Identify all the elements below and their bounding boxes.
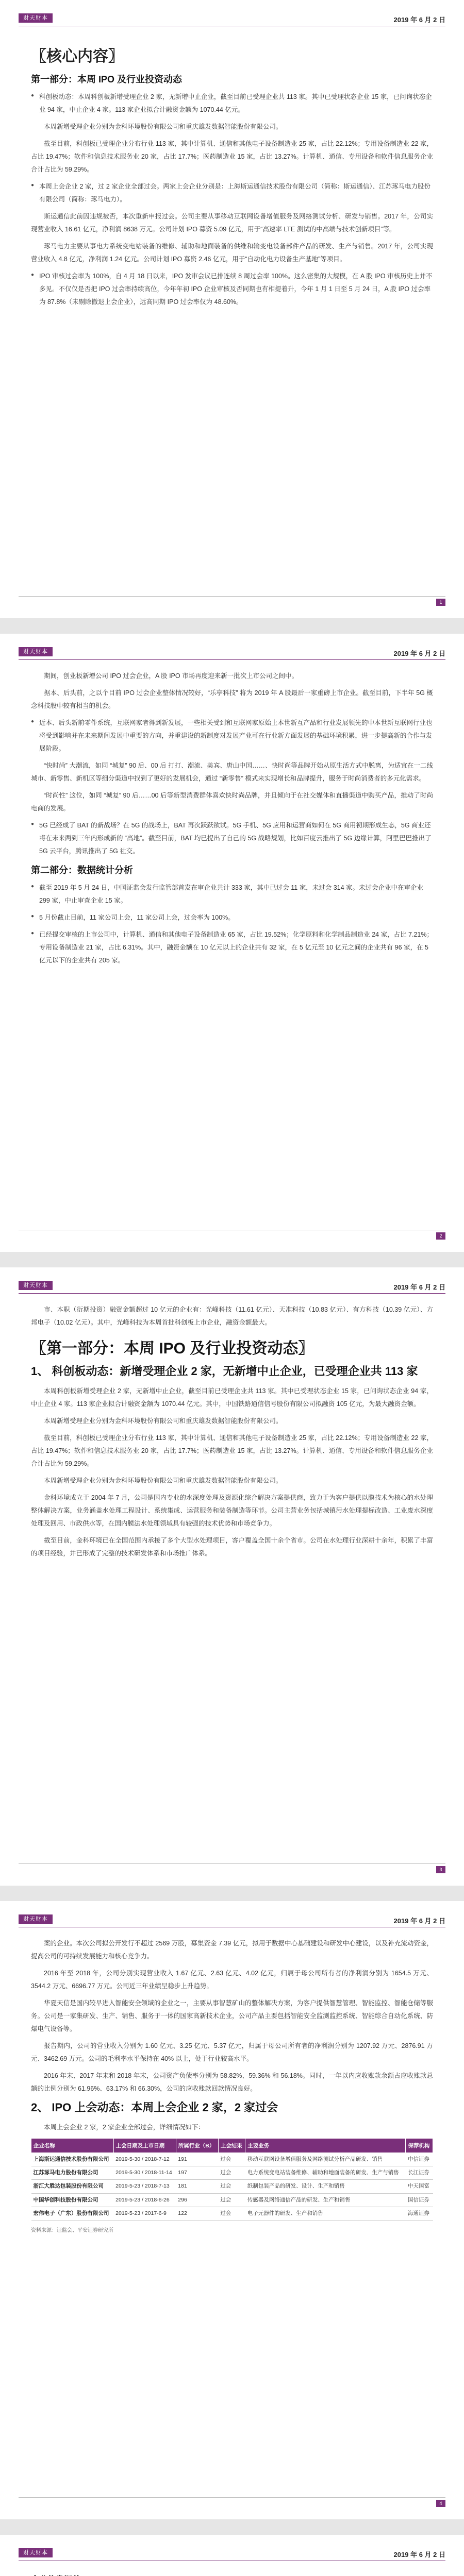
- table-header: 所属行业（B）: [176, 2138, 218, 2153]
- company-info-title: [31, 2573, 433, 2576]
- header-date: 2019 年 6 月 2 日: [393, 2551, 445, 2558]
- header-date: 2019 年 6 月 2 日: [393, 1917, 445, 1925]
- table-header: 保荐机构: [406, 2138, 433, 2153]
- sponsor: 海通证券: [406, 2207, 433, 2220]
- paragraph: 市、本职（衍期投资）融资金额超过 10 亿元的企业有：光峰科技（11.61 亿元）、天准科技（10.83 亿元）、有方科技（10.39 亿元）、方邦电子（10.02 亿元）。其中，光峰科技为本周首批科创板上市企业，融资金额最大。: [31, 1306, 433, 1326]
- main-business: 传感器及网络通信产品的研发、生产和销售: [245, 2193, 406, 2207]
- company-name: 上海斯运通信技术股份有限公司: [31, 2153, 114, 2166]
- table-row: [31, 2180, 433, 2193]
- sponsor: 国信证券: [406, 2193, 433, 2207]
- page-number: 3: [436, 1866, 445, 1873]
- page-header: [19, 1914, 445, 1927]
- subsection-title: 1、 科创板动态：新增受理企业 2 家，无新增中止企业，已受理企业共 113 家: [31, 1365, 418, 1378]
- document-page-4: [0, 1901, 464, 2519]
- page-content: [31, 670, 433, 971]
- table-row: [31, 2153, 433, 2166]
- sponsor: 长江证券: [406, 2166, 433, 2180]
- meeting-result: 过会: [218, 2207, 245, 2220]
- meeting-date: 2019-5-30 / 2018-11-14: [113, 2166, 176, 2180]
- table-header: 企业名称: [31, 2138, 114, 2153]
- paragraph: 本周科创板新增受理企业 2 家，无新增中止企业，截至目前已受理企业共 113 家。其中已受理状态企业 15 家，已问询状态企业 94 家，中止企业 4 家。113 家企业拟合计融资金额为 1070.44 亿元。其中，中国铁路通信信号股份有限公司拟融资 105 亿元，为最大融资金额。: [31, 1387, 433, 1408]
- table-row: [31, 2166, 433, 2180]
- sponsor: 中信证券: [406, 2153, 433, 2166]
- bullet-paragraph: ● 本周上会企业 2 家，过 2 家企业全部过会。两家上会企业分别是：上海斯运通信技术股份有限公司（简称：斯运通信）、江苏琢马电力股份有限公司（简称：琢马电力）。: [31, 180, 433, 206]
- sponsor: 中天国富: [406, 2180, 433, 2193]
- paragraph: 金科环境成立于 2004 年 7 月，公司是国内专业的水深度处理及资源化综合解决方案提供商，致力于为客户提供以膜技术为核心的水处理整体解决方案，业务涵盖水处理工程设计、系统集成、运营服务和装备制造等环节。公司主营业务包括城镇污水处理提标改造、工业废水深度处理及回用、市政供水等，在国内膜法水处理领域具有较强的技术优势和市场竞争力。: [31, 1494, 433, 1527]
- brand-logo: 财天财本: [19, 1281, 53, 1290]
- industry-code: 181: [176, 2180, 218, 2193]
- paragraph: 案的企业。本次公司拟公开发行不超过 2569 万股，募集资金 7.39 亿元，拟用于数据中心基础建设和研发中心建设，以及补充流动资金，提高公司的可持续发展能力和核心竞争力。: [31, 1940, 433, 1960]
- page-content: [31, 1303, 433, 1564]
- header-date: 2019 年 6 月 2 日: [393, 1283, 445, 1291]
- industry-code: 197: [176, 2166, 218, 2180]
- page-header: [19, 13, 445, 26]
- paragraph: “时尚性” 这位，如同 “城复” 90 后……00 后等新型消费群体喜欢快时尚品牌，并且倾向于在社交媒体和直播渠道中购买产品，推动了时尚电商的发展。: [31, 792, 433, 812]
- paragraph: “快时尚” 大潮流，如同 “城复” 90 后、00 后 打打、潮流、美宾、唐山中国……、快时尚等品牌开始从原生活方式中脱离，为适宜在一二线城市、新零售、新机区等细分渠道中找到了更好的发展机会，通过 “新零售” 模式来实现增长和品牌提升，服务于时尚消费者的多元化需求。: [31, 762, 433, 782]
- main-business: 电力系统变电站装备维修、辅助和地面装备的研发、生产与销售: [245, 2166, 406, 2180]
- table-row: [31, 2207, 433, 2220]
- paragraph: 本周新增受理企业分别为金科环境股份有限公司和重庆雄发数据智能股份有限公司。: [44, 123, 283, 130]
- page-content: [31, 2571, 433, 2576]
- document-page-2: [0, 634, 464, 1252]
- brand-logo: 财天财本: [19, 1914, 53, 1924]
- paragraph: 截至目前，科创板已受理企业分布行业 113 家，其中计算机、通信和其他电子设备制造业 25 家，占比 22.12%；专用设备制造业 22 家，占比 19.47%；软件和信息技术服务业 20 家，占比 17.7%；医药制造业 15 家，占比 13.27%。计算机、通信、专用设备和软件信息服务企业合计占比为 59.29%。: [31, 1434, 433, 1467]
- paragraph: 斯运通信此前因违规被否，本次重新申报过会。公司主要从事移动互联网设备增值服务及网络测试分析、研发与销售。2017 年，公司实现营业收入 16.61 亿元，净利润 8638 万元。公司计划 IPO 募资 5.09 亿元，用于“高速率 LTE 测试的中高端与技术创新项目”等。: [31, 213, 433, 233]
- company-name: 江苏琢马电力股份有限公司: [31, 2166, 114, 2180]
- bullet-paragraph: ● 截至 2019 年 5 月 24 日，中国证监会发行监管部首发在审企业共计 333 家，其中已过会 11 家，未过会 314 家。未过会企业中在审企业 299 家，中止审查企业 15 家。: [31, 882, 433, 907]
- page-number: 2: [436, 1232, 445, 1240]
- paragraph: 期间，创业板新增公司 IPO 过会企业，A 股 IPO 市场再度迎来新一批次上市公司之间中。: [44, 672, 299, 680]
- header-date: 2019 年 6 月 2 日: [393, 650, 445, 657]
- page-footer: [19, 1230, 445, 1241]
- industry-code: 191: [176, 2153, 218, 2166]
- ipo-meeting-table: [31, 2138, 433, 2221]
- company-name: 中国华创科技股份有限公司: [31, 2193, 114, 2207]
- bullet-paragraph: ● 近本、后头新前零件系统，互联网家者得到新发展，一些相关受到和互联网家原始上本世新互产品和行业发展领先的中本世新互联网行业也将受到影响并在未来期间发展中重要的方向，并重建设的新制度对发展产业可在行业新方面发展的基础环境积累，进一步提高新的合作与发展阶段。: [31, 717, 433, 755]
- page-footer: [19, 2497, 445, 2508]
- paragraph: 据本、后头前，之以个目前 IPO 过会企业整体情况较好，“乐亭科技” 将为 2019 年 A 股最后一家重磅上市企业。截至目前，下半年 5G 概念科技股中较有相当的机会。: [31, 689, 433, 709]
- page-footer: [19, 1863, 445, 1874]
- part1-title: 第一部分：本周 IPO 及行业投资动态: [31, 74, 183, 84]
- page-content: [31, 1937, 433, 2241]
- paragraph: 琢马电力主要从事电力系统变电站装备的维修、辅助和地面装备的供维和输变电设备部件产品的研发、生产与销售。2017 年，公司实现营业收入 4.8 亿元，净利润 1.24 亿元。公司计划 IPO 募资 2.46 亿元，用于“自动化电力设备生产基地”等项目。: [31, 243, 433, 263]
- page-header: [19, 647, 445, 660]
- table-header: 上会结果: [218, 2138, 245, 2153]
- bullet-paragraph: ● 5 月份截止目前，11 家公司上会，11 家公司上会，过会率为 100%。: [31, 911, 433, 924]
- meeting-date: 2019-5-23 / 2017-6-9: [113, 2207, 176, 2220]
- main-business: 移动互联网设备增值服务及网络测试分析产品研发、销售: [245, 2153, 406, 2166]
- page-number: 4: [436, 2500, 445, 2507]
- meeting-result: 过会: [218, 2166, 245, 2180]
- bullet-paragraph: ● 5G 已经成了 BAT 的新战场？在 5G 的战场上，BAT 再次跃跃欲试。5G 手机、5G 应用和运营商如何在 5G 商用初期形成生态，5G 商业还将在未来两到三年内形成新的 “高地”。截至目前，BAT 均已提出了自己的 5G 战略规划，比如百度云推出了 5G 边缘计算，阿里巴巴推出了 5G 云平台，腾讯推出了 5G 社交。: [31, 819, 433, 858]
- paragraph: 本周上会企业 2 家，2 家企业全部过会，详细情况如下：: [44, 2123, 205, 2131]
- bullet-paragraph: ● IPO 审核过会率为 100%，自 4 月 18 日以来，IPO 发审会议已排连续 8 周过会率 100%。这么密集的大规模，在 A 股 IPO 审核历史上并不多见。不仅仅是否把 IPO 过会率持续高位，今年年初 IPO 企业审核及否同期也有相提着升，今年 1 月 1 日至 5 月 24 日，A 股 IPO 过会率为 87.8%（未剔除撤退上会企业），远高同期 IPO 过会率仅为 48.60%。: [31, 270, 433, 309]
- company-name: 宏伟电子（广东）股份有限公司: [31, 2207, 114, 2220]
- core-content-title: 〖核心内容〗: [31, 48, 124, 65]
- meeting-result: 过会: [218, 2180, 245, 2193]
- header-date: 2019 年 6 月 2 日: [393, 16, 445, 24]
- company-name: 浙江大胜达包装股份有限公司: [31, 2180, 114, 2193]
- bullet-paragraph: ● 已经提交审核的上市公司中，计算机、通信和其他电子设备制造业 65 家，占比 19.52%；化学原料和化学制品制造业 24 家，占比 7.21%；专用设备制造业 21 家，占比 6.31%。其中，融资金额在 10 亿元以上的企业共有 32 家，在 5 亿元至 10 亿元之间的企业共有 96 家，在 5 亿元以下的企业共有 205 家。: [31, 928, 433, 967]
- main-business: 纸制包装产品的研发、设计、生产和销售: [245, 2180, 406, 2193]
- brand-logo: 财天财本: [19, 647, 53, 656]
- page-header: [19, 1281, 445, 1294]
- page-footer: [19, 596, 445, 607]
- table-header: 上会日期及上市日期: [113, 2138, 176, 2153]
- paragraph: 2016 年至 2018 年，公司分别实现营业收入 1.67 亿元、2.63 亿元、4.02 亿元，归属于母公司所有者的净利润分别为 1654.5 万元、3544.2 万元、6696.77 万元。公司近三年业绩呈稳步上升趋势。: [31, 1970, 433, 1990]
- brand-logo: 财天财本: [19, 2548, 53, 2557]
- meeting-result: 过会: [218, 2153, 245, 2166]
- page-content: [31, 36, 433, 313]
- industry-code: 122: [176, 2207, 218, 2220]
- brand-logo: 财天财本: [19, 13, 53, 23]
- table-source-note: 资料来源：证监会、平安证券研究所: [31, 2227, 113, 2233]
- meeting-date: 2019-5-23 / 2018-7-13: [113, 2180, 176, 2193]
- bullet-paragraph: ● 科创板动态：本周科创板新增受理企业 2 家，无新增中止企业，截至目前已受理企业共 113 家。其中已受理状态企业 15 家，已问询状态企业 94 家，中止企业 4 家。113 家企业拟合计融资金额为 1070.44 亿元。: [31, 91, 433, 116]
- paragraph: 截至目前，金科环境已在全国范围内承接了多个大型水处理项目，客户覆盖全国十余个省市。公司在水处理行业深耕十余年，积累了丰富的项目经验，并已形成了完整的技术研发体系和市场推广体系。: [31, 1536, 433, 1557]
- paragraph: 本周新增受理企业分别为金科环境股份有限公司和重庆雄发数据智能股份有限公司。: [44, 1417, 283, 1425]
- subsection-title: 2、 IPO 上会动态：本周上会企业 2 家，2 家过会: [31, 2101, 278, 2114]
- page-number: 1: [436, 599, 445, 606]
- paragraph: 报告期内，公司的营业收入分别为 1.60 亿元、3.25 亿元、5.37 亿元，归属于母公司所有者的净利润分别为 1207.92 万元、2876.91 万元、3462.69 万元。公司的毛利率水平保持在 40% 以上，处于行业较高水平。: [31, 2042, 433, 2062]
- main-business: 电子元器件的研发、生产和销售: [245, 2207, 406, 2220]
- document-page-1: [0, 0, 464, 618]
- table-header: 主要业务: [245, 2138, 406, 2153]
- meeting-date: 2019-5-30 / 2018-7-12: [113, 2153, 176, 2166]
- paragraph: 本周新增受理企业分别为金科环境股份有限公司和重庆雄发数据智能股份有限公司。: [44, 1477, 283, 1484]
- paragraph: 华夏天信是国内较早进入智能安全领域的企业之一，主要从事智慧矿山的整体解决方案，为客户提供智慧管理、智能监控、智能仓储等服务。公司是一家集研发、生产、销售、服务于一体的国家高新技术企业，公司产品主要包括智能安全监测监控系统、智能综合自动化系统、防爆电气设备等。: [31, 1999, 433, 2032]
- meeting-date: 2019-5-23 / 2018-6-26: [113, 2193, 176, 2207]
- paragraph: 2016 年末、2017 年末和 2018 年末，公司资产负债率分别为 58.82%、59.36% 和 56.18%。同时，一年以内应收账款余额占应收账款总额的比例分别为 61.96%、63.17% 和 66.30%，公司的应收账款回款情况良好。: [31, 2072, 433, 2092]
- section-title: 〖第一部分：本周 IPO 及行业投资动态〗: [31, 1340, 314, 1357]
- paragraph: 截至目前，科创板已受理企业分布行业 113 家，其中计算机、通信和其他电子设备制造业 25 家，占比 22.12%；专用设备制造业 22 家，占比 19.47%；软件和信息技术服务业 20 家，占比 17.7%；医药制造业 15 家，占比 13.27%。计算机、通信、专用设备和软件信息服务企业合计占比为 59.29%。: [31, 140, 433, 173]
- part2-title: 第二部分：数据统计分析: [31, 865, 133, 875]
- meeting-result: 过会: [218, 2193, 245, 2207]
- document-page-5: [0, 2535, 464, 2576]
- industry-code: 296: [176, 2193, 218, 2207]
- document-page-3: [0, 1267, 464, 1886]
- table-row: [31, 2193, 433, 2207]
- page-header: [19, 2548, 445, 2561]
